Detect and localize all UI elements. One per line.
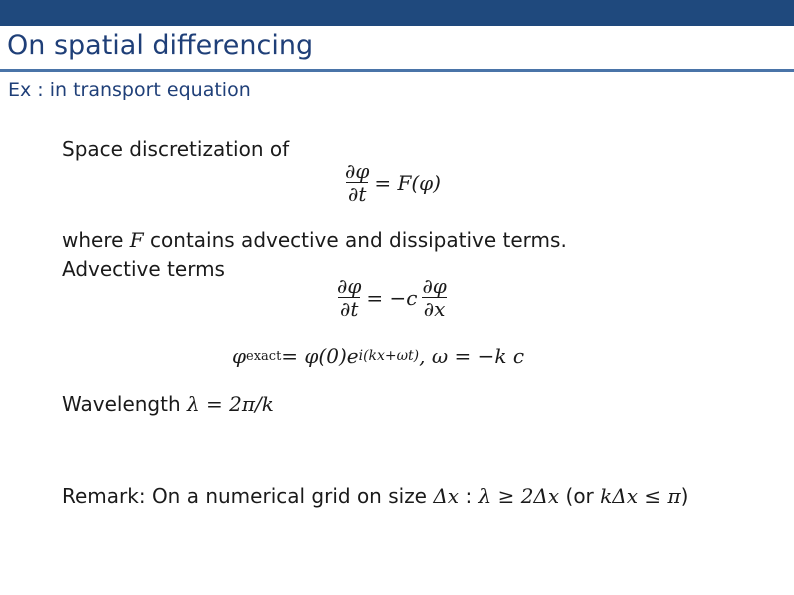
- phi-symbol: φ: [232, 344, 247, 368]
- where-line: [62, 228, 567, 252]
- denominator: ∂t: [347, 182, 367, 206]
- equation-3-body: = φ(0)e: [281, 344, 359, 368]
- remark-line: [62, 484, 688, 508]
- remark-colon: :: [459, 484, 479, 508]
- intro-text: Space discretization of: [62, 137, 290, 161]
- title-underline: [0, 69, 794, 72]
- equation-2: [332, 275, 452, 320]
- equation-rhs: = F(φ): [374, 170, 441, 195]
- equation-3: [232, 344, 524, 368]
- wavelength-label: Wavelength: [62, 392, 187, 416]
- fraction-dphi-dt: [335, 275, 363, 320]
- equation-1: [340, 160, 441, 205]
- remark-condition: λ ≥ 2Δx: [478, 484, 560, 508]
- fraction-dphi-dx: [420, 275, 448, 320]
- slide-subtitle: Ex : in transport equation: [8, 79, 251, 101]
- remark-text: Remark: On a numerical grid on size: [62, 484, 434, 508]
- remark-paren-close: ): [680, 484, 689, 508]
- remark-paren-open: (or: [559, 484, 601, 508]
- wavelength-line: [62, 392, 274, 416]
- slide-title: On spatial differencing: [7, 30, 314, 61]
- fraction-dphi-dt: [343, 160, 371, 205]
- numerator: ∂φ: [337, 274, 362, 298]
- exponent: i(kx+ωt): [358, 348, 420, 364]
- dispersion-relation: , ω = −k c: [419, 344, 525, 368]
- numerator: ∂φ: [422, 274, 447, 298]
- numerator: ∂φ: [345, 159, 370, 183]
- where-var: F: [129, 228, 144, 252]
- wavelength-formula: λ = 2π/k: [187, 392, 274, 416]
- top-banner: [0, 0, 794, 26]
- denominator: ∂t: [339, 297, 359, 321]
- advective-label: Advective terms: [62, 257, 225, 281]
- remark-condition-2: kΔx ≤ π: [600, 484, 681, 508]
- denominator: ∂x: [423, 297, 446, 321]
- where-before: where: [62, 228, 130, 252]
- equation-mid: = −c: [366, 285, 418, 310]
- exact-subscript: exact: [246, 348, 282, 364]
- where-after: contains advective and dissipative terms.: [143, 228, 567, 252]
- remark-dx: Δx: [433, 484, 460, 508]
